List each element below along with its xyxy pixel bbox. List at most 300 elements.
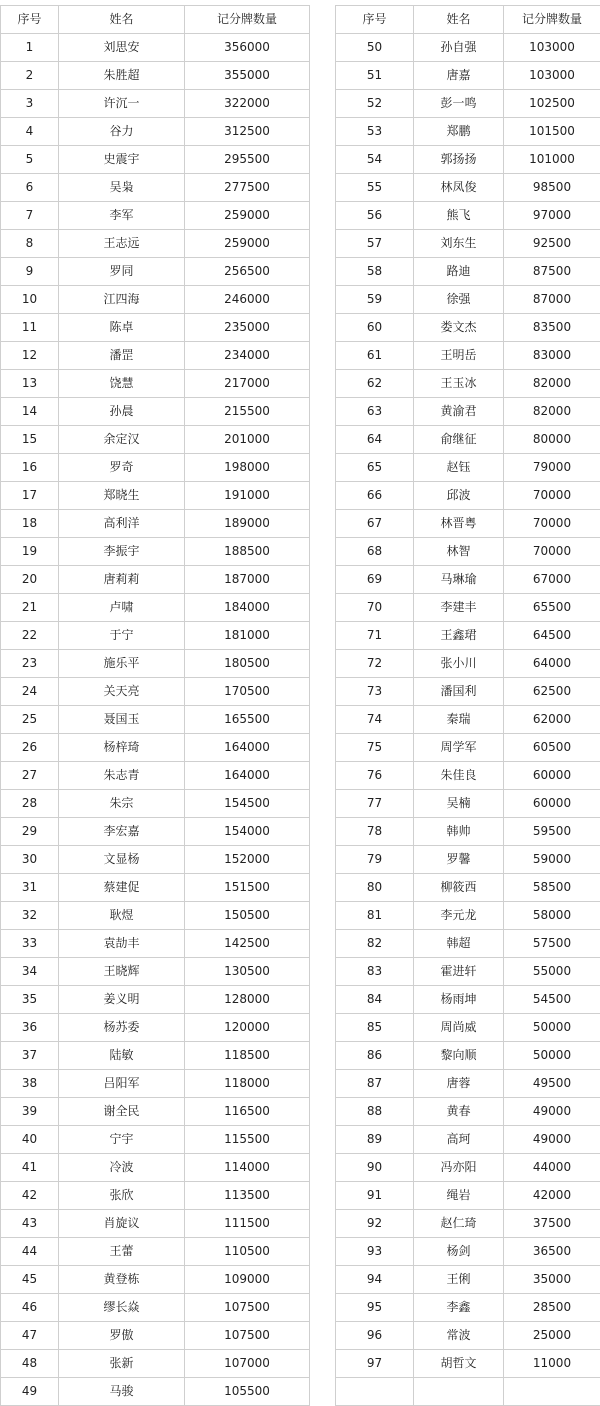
chips-cell: 65500 [504,594,600,622]
table-header-row [336,6,600,34]
chips-cell: 130500 [185,958,310,986]
chips-cell: 152000 [185,846,310,874]
name-cell: 唐莉莉 [59,566,185,594]
rank-cell: 8 [1,230,59,258]
name-cell: 娄文杰 [414,314,504,342]
rank-cell: 13 [1,370,59,398]
rank-cell: 3 [1,90,59,118]
chips-cell: 150500 [185,902,310,930]
name-cell: 郑鹏 [414,118,504,146]
name-header: 姓名 [59,6,185,34]
table-row [336,930,600,958]
table-row [1,1154,310,1182]
table-row [1,454,310,482]
table-row [1,426,310,454]
rank-cell: 14 [1,398,59,426]
rank-cell: 46 [1,1294,59,1322]
name-cell: 王蕾 [59,1238,185,1266]
chips-cell: 356000 [185,34,310,62]
chips-cell: 111500 [185,1210,310,1238]
rank-cell: 83 [336,958,414,986]
name-cell: 江四海 [59,286,185,314]
chips-cell: 97000 [504,202,600,230]
table-row [1,1266,310,1294]
table-row [336,1098,600,1126]
table-row [336,510,600,538]
rank-cell: 53 [336,118,414,146]
table-row [336,1294,600,1322]
name-cell: 蔡建促 [59,874,185,902]
table-row [1,566,310,594]
rank-cell: 94 [336,1266,414,1294]
name-cell: 王志远 [59,230,185,258]
rank-cell: 24 [1,678,59,706]
table-row [1,1294,310,1322]
table-row [1,146,310,174]
name-cell: 林凤俊 [414,174,504,202]
table-row [1,510,310,538]
table-row [1,62,310,90]
rank-cell: 52 [336,90,414,118]
chips-cell: 234000 [185,342,310,370]
chips-cell: 181000 [185,622,310,650]
rank-cell: 27 [1,762,59,790]
name-cell: 姜义明 [59,986,185,1014]
name-cell: 耿煜 [59,902,185,930]
name-cell: 聂国玉 [59,706,185,734]
rank-cell: 44 [1,1238,59,1266]
rank-cell: 56 [336,202,414,230]
table-row [336,34,600,62]
rank-cell: 92 [336,1210,414,1238]
rank-cell: 17 [1,482,59,510]
chips-cell: 154500 [185,790,310,818]
rank-cell: 81 [336,902,414,930]
rank-cell: 70 [336,594,414,622]
chips-cell: 235000 [185,314,310,342]
chips-cell: 115500 [185,1126,310,1154]
rank-cell: 65 [336,454,414,482]
table-row [1,286,310,314]
table-row [1,482,310,510]
rank-cell: 77 [336,790,414,818]
rank-cell: 54 [336,146,414,174]
name-cell: 刘东生 [414,230,504,258]
chips-cell: 295500 [185,146,310,174]
name-cell: 罗傲 [59,1322,185,1350]
table-row [1,818,310,846]
name-cell: 肖旋议 [59,1210,185,1238]
chips-cell: 87000 [504,286,600,314]
name-cell: 黄春 [414,1098,504,1126]
table-row [336,874,600,902]
rank-cell: 90 [336,1154,414,1182]
name-cell: 罗馨 [414,846,504,874]
name-cell: 潘罡 [59,342,185,370]
table-row [336,426,600,454]
chips-cell: 49000 [504,1126,600,1154]
rank-cell: 12 [1,342,59,370]
table-row [336,566,600,594]
name-cell: 文显杨 [59,846,185,874]
chips-cell: 118500 [185,1042,310,1070]
name-cell: 李振宇 [59,538,185,566]
name-cell: 李元龙 [414,902,504,930]
name-cell: 张小川 [414,650,504,678]
rank-cell: 67 [336,510,414,538]
table-row [1,1210,310,1238]
chips-cell: 105500 [185,1378,310,1406]
table-row [336,230,600,258]
table-row [336,1126,600,1154]
chips-cell: 107500 [185,1294,310,1322]
rank-cell: 48 [1,1350,59,1378]
rank-cell: 19 [1,538,59,566]
rank-cell: 23 [1,650,59,678]
rank-cell: 37 [1,1042,59,1070]
rank-cell: 42 [1,1182,59,1210]
rank-cell: 25 [1,706,59,734]
table-header-row [1,6,310,34]
name-cell: 李宏嘉 [59,818,185,846]
chips-cell: 70000 [504,482,600,510]
name-cell: 林晋粤 [414,510,504,538]
chips-cell: 64500 [504,622,600,650]
name-header: 姓名 [414,6,504,34]
chips-cell: 187000 [185,566,310,594]
empty-row [336,1378,600,1406]
table-row [336,594,600,622]
rank-cell: 61 [336,342,414,370]
rank-cell: 50 [336,34,414,62]
table-row [336,986,600,1014]
table-row [1,538,310,566]
table-row [1,230,310,258]
name-cell: 路迪 [414,258,504,286]
chips-cell: 58000 [504,902,600,930]
table-row [336,202,600,230]
rank-cell: 16 [1,454,59,482]
name-cell: 冯亦阳 [414,1154,504,1182]
chips-cell: 35000 [504,1266,600,1294]
chips-cell: 116500 [185,1098,310,1126]
rank-cell: 4 [1,118,59,146]
rank-cell: 60 [336,314,414,342]
name-cell: 史震宇 [59,146,185,174]
name-cell: 邱波 [414,482,504,510]
empty-cell [504,1378,600,1406]
chips-header: 记分牌数量 [185,6,310,34]
chips-cell: 62500 [504,678,600,706]
table-row [336,958,600,986]
name-cell: 王鑫珺 [414,622,504,650]
chips-cell: 83500 [504,314,600,342]
rank-cell: 31 [1,874,59,902]
rank-cell: 59 [336,286,414,314]
name-cell: 韩超 [414,930,504,958]
chips-cell: 59500 [504,818,600,846]
rank-cell: 62 [336,370,414,398]
rank-cell: 2 [1,62,59,90]
table-row [1,1322,310,1350]
table-row [336,258,600,286]
table-row [336,1070,600,1098]
name-cell: 韩帅 [414,818,504,846]
chips-cell: 107500 [185,1322,310,1350]
chips-cell: 44000 [504,1154,600,1182]
chips-cell: 151500 [185,874,310,902]
table-row [1,734,310,762]
chips-cell: 113500 [185,1182,310,1210]
name-cell: 李鑫 [414,1294,504,1322]
rank-cell: 57 [336,230,414,258]
rank-cell: 47 [1,1322,59,1350]
rank-cell: 45 [1,1266,59,1294]
chip-ranking-table-left [0,5,310,1406]
table-row [336,118,600,146]
name-cell: 杨剑 [414,1238,504,1266]
rank-cell: 87 [336,1070,414,1098]
table-row [1,650,310,678]
table-row [1,1350,310,1378]
table-row [336,398,600,426]
chips-cell: 259000 [185,202,310,230]
name-cell: 高利洋 [59,510,185,538]
table-row [1,258,310,286]
chips-cell: 58500 [504,874,600,902]
rank-cell: 41 [1,1154,59,1182]
chips-cell: 62000 [504,706,600,734]
name-cell: 吴楠 [414,790,504,818]
table-row [1,874,310,902]
table-row [336,62,600,90]
name-cell: 郭扬扬 [414,146,504,174]
name-cell: 熊飞 [414,202,504,230]
name-cell: 卢啸 [59,594,185,622]
chips-cell: 217000 [185,370,310,398]
table-row [1,1098,310,1126]
chips-cell: 170500 [185,678,310,706]
rank-cell: 1 [1,34,59,62]
name-cell: 王俐 [414,1266,504,1294]
table-row [336,1210,600,1238]
rank-cell: 72 [336,650,414,678]
name-cell: 吴枭 [59,174,185,202]
table-row [1,1014,310,1042]
chips-cell: 184000 [185,594,310,622]
name-cell: 王晓辉 [59,958,185,986]
rank-cell: 58 [336,258,414,286]
rank-cell: 10 [1,286,59,314]
chips-cell: 87500 [504,258,600,286]
table-row [336,790,600,818]
rank-cell: 63 [336,398,414,426]
rank-cell: 68 [336,538,414,566]
chips-cell: 59000 [504,846,600,874]
chips-cell: 92500 [504,230,600,258]
chips-cell: 154000 [185,818,310,846]
table-row [336,174,600,202]
table-row [336,454,600,482]
chips-cell: 60500 [504,734,600,762]
empty-cell [414,1378,504,1406]
table-row [336,1238,600,1266]
chips-cell: 114000 [185,1154,310,1182]
chips-cell: 57500 [504,930,600,958]
table-row [336,1154,600,1182]
chips-cell: 164000 [185,762,310,790]
chips-cell: 102500 [504,90,600,118]
table-row [336,650,600,678]
name-cell: 许沉一 [59,90,185,118]
chips-cell: 128000 [185,986,310,1014]
name-cell: 饶慧 [59,370,185,398]
table-row [336,90,600,118]
chips-cell: 118000 [185,1070,310,1098]
rank-cell: 11 [1,314,59,342]
rank-cell: 69 [336,566,414,594]
chips-cell: 198000 [185,454,310,482]
chips-cell: 120000 [185,1014,310,1042]
name-cell: 潘国利 [414,678,504,706]
chips-cell: 98500 [504,174,600,202]
chips-cell: 25000 [504,1322,600,1350]
table-row [336,902,600,930]
table-row [336,1182,600,1210]
rank-cell: 91 [336,1182,414,1210]
rank-cell: 39 [1,1098,59,1126]
rank-cell: 51 [336,62,414,90]
table-row [336,818,600,846]
name-cell: 周学军 [414,734,504,762]
table-row [1,174,310,202]
table-row [1,902,310,930]
table-row [336,678,600,706]
name-cell: 吕阳军 [59,1070,185,1098]
name-cell: 刘思安 [59,34,185,62]
name-cell: 王明岳 [414,342,504,370]
chips-cell: 180500 [185,650,310,678]
name-cell: 张欣 [59,1182,185,1210]
chip-ranking-table-right [335,5,600,1406]
chips-cell: 189000 [185,510,310,538]
table-row [1,790,310,818]
name-cell: 绳岩 [414,1182,504,1210]
chips-header: 记分牌数量 [504,6,600,34]
name-cell: 于宁 [59,622,185,650]
table-row [336,314,600,342]
table-row [1,678,310,706]
table-row [1,958,310,986]
name-cell: 柳筱西 [414,874,504,902]
chips-cell: 355000 [185,62,310,90]
name-cell: 陆敏 [59,1042,185,1070]
rank-cell: 21 [1,594,59,622]
name-cell: 施乐平 [59,650,185,678]
chips-cell: 50000 [504,1042,600,1070]
rank-cell: 64 [336,426,414,454]
rank-cell: 38 [1,1070,59,1098]
name-cell: 赵钰 [414,454,504,482]
name-cell: 李军 [59,202,185,230]
chips-cell: 82000 [504,370,600,398]
rank-cell: 7 [1,202,59,230]
rank-cell: 84 [336,986,414,1014]
table-row [1,594,310,622]
rank-cell: 93 [336,1238,414,1266]
chips-cell: 312500 [185,118,310,146]
chips-cell: 11000 [504,1350,600,1378]
table-row [336,762,600,790]
table-row [1,398,310,426]
table-row [1,622,310,650]
name-cell: 秦瑞 [414,706,504,734]
rank-cell: 66 [336,482,414,510]
rank-cell: 96 [336,1322,414,1350]
table-row [336,370,600,398]
chips-cell: 201000 [185,426,310,454]
rank-cell: 86 [336,1042,414,1070]
table-row [1,314,310,342]
rank-cell: 32 [1,902,59,930]
rank-cell: 28 [1,790,59,818]
rank-cell: 40 [1,1126,59,1154]
rank-cell: 97 [336,1350,414,1378]
table-row [1,1238,310,1266]
rank-cell: 29 [1,818,59,846]
chips-cell: 142500 [185,930,310,958]
chips-cell: 107000 [185,1350,310,1378]
chips-cell: 36500 [504,1238,600,1266]
name-cell: 郑晓生 [59,482,185,510]
chips-cell: 60000 [504,790,600,818]
chips-cell: 103000 [504,62,600,90]
name-cell: 霍进轩 [414,958,504,986]
chips-cell: 54500 [504,986,600,1014]
rank-cell: 6 [1,174,59,202]
chips-cell: 70000 [504,510,600,538]
rank-cell: 22 [1,622,59,650]
table-row [336,482,600,510]
chips-cell: 188500 [185,538,310,566]
table-row [1,986,310,1014]
rank-cell: 75 [336,734,414,762]
rank-cell: 88 [336,1098,414,1126]
table-body-left [1,34,310,1406]
name-cell: 谷力 [59,118,185,146]
table-row [1,342,310,370]
chips-cell: 165500 [185,706,310,734]
chips-cell: 42000 [504,1182,600,1210]
chips-cell: 101500 [504,118,600,146]
name-cell: 孙自强 [414,34,504,62]
chips-cell: 82000 [504,398,600,426]
chips-cell: 110500 [185,1238,310,1266]
table-row [336,734,600,762]
table-row [336,706,600,734]
table-row [1,1182,310,1210]
chips-cell: 49500 [504,1070,600,1098]
table-row [1,370,310,398]
table-row [336,146,600,174]
name-cell: 马骏 [59,1378,185,1406]
table-row [1,706,310,734]
rank-cell: 34 [1,958,59,986]
rank-cell: 35 [1,986,59,1014]
table-row [336,342,600,370]
table-row [1,202,310,230]
name-cell: 俞继征 [414,426,504,454]
